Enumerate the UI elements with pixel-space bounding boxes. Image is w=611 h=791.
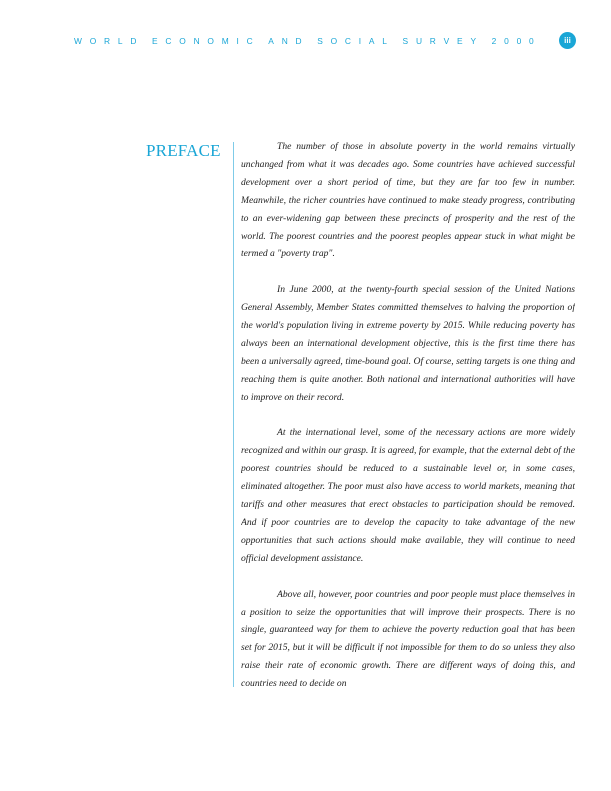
header-letter: N bbox=[193, 36, 200, 46]
running-header bbox=[74, 36, 534, 46]
header-letter: Y bbox=[470, 36, 477, 46]
body-paragraph: In June 2000, at the twenty-fourth special session of the United Nations General Assembly, Member States committed themselves to halving the proportion of the world's population living in extreme poverty by 2015. While reducing poverty has always been an international development objective, this is the first time there has been a universally agreed, time-bound goal. Of course, setting targets is one thing and reaching them is quite another. Both national and international authorities will have to improve on their record. bbox=[241, 284, 575, 403]
header-letter: V bbox=[443, 36, 450, 46]
header-letter: 0 bbox=[516, 36, 522, 46]
header-letter: W bbox=[74, 36, 82, 46]
body-paragraph: The number of those in absolute poverty in the world remains virtually unchanged from what it was decades ago. Some countries have achieved successful development over a short period of time, but they are far too few in number. Meanwhile, the richer countries have continued to make steady progress, contributing to an ever-widening gap between these precincts of prosperity and the rest of the world. The poorest countries and the poorest peoples appear stuck in what might be termed a "poverty trap". bbox=[241, 141, 575, 260]
header-letter: R bbox=[429, 36, 436, 46]
header-letter: C bbox=[344, 36, 351, 46]
header-letter: M bbox=[221, 36, 229, 46]
header-letter: S bbox=[317, 36, 323, 46]
header-letter: E bbox=[457, 36, 463, 46]
header-letter: C bbox=[246, 36, 253, 46]
header-letter: S bbox=[402, 36, 409, 46]
header-letter: 0 bbox=[529, 36, 534, 46]
header-letter: A bbox=[268, 36, 274, 46]
header-letter: 0 bbox=[504, 36, 509, 46]
header-letter: O bbox=[330, 36, 338, 46]
header-letter: U bbox=[415, 36, 422, 46]
body-paragraph: Above all, however, poor countries and poor people must place themselves in a position to seize the opportunities that will improve their prospects. There is no single, guaranteed way for them to achieve the poverty reduction goal that has been set for 2015, but it will be difficult if not impossible for them to do so unless they also raise their rate of economic growth. There are different ways of doing this, and countries need to decide on bbox=[241, 588, 575, 690]
header-letter: O bbox=[89, 36, 97, 46]
header-letter: N bbox=[281, 36, 288, 46]
header-letter: 2 bbox=[491, 36, 497, 46]
header-letter: O bbox=[207, 36, 214, 46]
header-letter: C bbox=[165, 36, 172, 46]
header-letter: E bbox=[152, 36, 158, 46]
header-letter: I bbox=[236, 36, 239, 46]
header-letter: D bbox=[295, 36, 302, 46]
header-letter: I bbox=[358, 36, 362, 46]
vertical-divider bbox=[233, 142, 234, 687]
header-letter: D bbox=[130, 36, 137, 46]
body-paragraph: At the international level, some of the necessary actions are more widely recognized and within our grasp. It is agreed, for example, that the external debt of the poorest countries should be reduced to a sustainable level or, in some cases, eliminated altogether. The poor must also have access to world markets, meaning that tariffs and other measures that erect obstacles to participation should be removed. And if poor countries are to develop the capacity to take advantage of the new opportunities that such actions should make available, they will continue to need official development assistance. bbox=[241, 427, 575, 564]
page-number-badge: iii bbox=[559, 32, 576, 49]
header-letter: L bbox=[382, 36, 387, 46]
header-letter: L bbox=[117, 36, 123, 46]
header-letter: O bbox=[179, 36, 186, 46]
preface-body bbox=[241, 138, 575, 698]
header-letter: A bbox=[368, 36, 375, 46]
section-title: PREFACE bbox=[146, 141, 221, 160]
header-letter: R bbox=[104, 36, 111, 46]
